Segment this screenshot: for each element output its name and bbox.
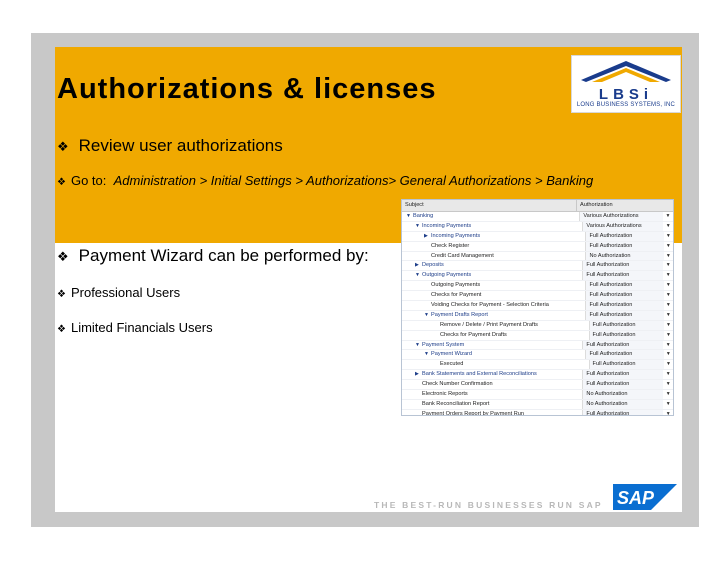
expand-down-icon[interactable]: ▼ <box>415 272 420 279</box>
tree-row-subject <box>402 261 583 270</box>
expand-down-icon[interactable]: ▼ <box>415 222 420 229</box>
tree-row-subject <box>402 212 580 221</box>
tree-row-subject <box>402 311 586 320</box>
tree-row-label: Payment Orders Report by Payment Run <box>422 410 524 416</box>
expand-right-icon[interactable]: ▶ <box>415 371 419 378</box>
tree-row-label: Voiding Checks for Payment - Selection Criteria <box>431 302 549 309</box>
tree-row[interactable] <box>402 291 673 301</box>
tree-row[interactable] <box>402 410 673 416</box>
bullet-review-authorizations <box>57 136 283 156</box>
tree-row-subject <box>402 341 583 350</box>
authorization-tree-screenshot <box>401 199 674 416</box>
expand-down-icon[interactable]: ▼ <box>406 213 411 219</box>
diamond-bullet-icon: ❖ <box>57 289 66 300</box>
dropdown-arrow-icon[interactable]: ▼ <box>665 213 671 219</box>
tree-row[interactable] <box>402 390 673 400</box>
logo-wordmark: LBSi <box>598 86 654 103</box>
tree-row-label: Outgoing Payments <box>431 282 481 289</box>
tree-row-label: Checks for Payment Drafts <box>440 331 507 338</box>
dropdown-arrow-icon[interactable]: ▼ <box>666 361 671 368</box>
tree-row[interactable] <box>402 331 673 341</box>
authorization-value: Full Authorization <box>583 410 663 416</box>
tree-row-subject <box>402 380 583 389</box>
tree-row[interactable] <box>402 380 673 390</box>
authorization-value: Full Authorization <box>583 380 663 389</box>
tree-row-subject <box>402 400 583 409</box>
dropdown-arrow-icon[interactable]: ▼ <box>665 311 671 318</box>
tree-row[interactable] <box>402 311 673 321</box>
authorization-value: Full Authorization <box>590 360 665 369</box>
authorization-value: Full Authorization <box>583 341 663 350</box>
tree-row-subject <box>402 271 583 280</box>
bullet-text: Review user authorizations <box>78 136 283 155</box>
dropdown-arrow-icon[interactable]: ▼ <box>665 252 671 259</box>
tree-row[interactable] <box>402 222 673 232</box>
bullet-limited-financials-users <box>57 320 213 335</box>
dropdown-arrow-icon[interactable]: ▼ <box>665 242 671 249</box>
bullet-text: Professional Users <box>70 285 181 300</box>
authorization-value: Full Authorization <box>583 261 663 270</box>
authorization-value: Full Authorization <box>586 291 663 300</box>
authorization-value: Full Authorization <box>583 271 663 280</box>
company-logo <box>571 55 681 113</box>
expand-down-icon[interactable]: ▼ <box>424 311 429 318</box>
authorization-value: Full Authorization <box>583 370 663 379</box>
tree-row-subject <box>402 252 586 261</box>
tree-row-label: Bank Reconciliation Report <box>422 400 490 407</box>
tree-row[interactable] <box>402 301 673 311</box>
tree-row-label: Outgoing Payments <box>422 272 472 279</box>
authorization-value: Various Authorizations <box>583 222 663 231</box>
slide-title: Authorizations & licenses <box>57 73 437 105</box>
authorization-value: Full Authorization <box>586 301 663 310</box>
tree-row-label: Deposits <box>422 262 444 269</box>
tree-row-subject <box>402 360 590 369</box>
dropdown-arrow-icon[interactable]: ▼ <box>665 341 671 348</box>
authorization-value: Full Authorization <box>586 232 663 241</box>
dropdown-arrow-icon[interactable]: ▼ <box>665 302 671 309</box>
dropdown-arrow-icon[interactable]: ▼ <box>666 321 671 328</box>
tree-row-label: Payment Wizard <box>431 351 473 358</box>
tree-row-label: Incoming Payments <box>431 232 481 239</box>
tree-row[interactable] <box>402 341 673 351</box>
tree-row-label: Check Number Confirmation <box>422 381 493 388</box>
tree-row[interactable] <box>402 261 673 271</box>
dropdown-arrow-icon[interactable]: ▼ <box>665 351 671 358</box>
dropdown-arrow-icon[interactable]: ▼ <box>666 331 671 338</box>
dropdown-arrow-icon[interactable]: ▼ <box>665 282 671 289</box>
diamond-bullet-icon: ❖ <box>57 177 66 188</box>
dropdown-arrow-icon[interactable]: ▼ <box>665 262 671 269</box>
bullet-professional-users <box>57 285 180 300</box>
tree-row-subject <box>402 321 590 330</box>
dropdown-arrow-icon[interactable]: ▼ <box>665 232 671 239</box>
authorization-value: Full Authorization <box>586 242 663 251</box>
tree-row-label: Banking <box>413 213 434 219</box>
diamond-bullet-icon: ❖ <box>57 249 69 264</box>
tree-row-subject <box>402 301 586 310</box>
expand-down-icon[interactable]: ▼ <box>424 351 429 358</box>
tree-row-label: Check Register <box>431 242 470 249</box>
authorization-value: Full Authorization <box>590 321 665 330</box>
bullet-text: Limited Financials Users <box>70 320 213 335</box>
tree-body <box>402 212 673 416</box>
bullet-prefix: Go to: <box>70 173 114 188</box>
dropdown-arrow-icon[interactable]: ▼ <box>665 272 671 279</box>
tree-row[interactable] <box>402 212 673 222</box>
diamond-bullet-icon: ❖ <box>57 324 66 335</box>
tree-row[interactable] <box>402 271 673 281</box>
dropdown-arrow-icon[interactable]: ▼ <box>665 381 671 388</box>
tree-row[interactable] <box>402 400 673 410</box>
tree-row-label: Remove / Delete / Print Payment Drafts <box>440 321 538 328</box>
authorization-value: No Authorization <box>583 400 663 409</box>
logo-subtitle: LONG BUSINESS SYSTEMS, INC <box>576 102 676 108</box>
tree-row[interactable] <box>402 252 673 262</box>
tree-row-label: Payment Drafts Report <box>431 311 488 318</box>
expand-right-icon[interactable]: ▶ <box>424 232 428 239</box>
authorization-value: No Authorization <box>583 390 663 399</box>
tree-row-subject <box>402 370 583 379</box>
dropdown-arrow-icon[interactable]: ▼ <box>665 400 671 407</box>
house-roof-icon <box>580 60 672 84</box>
tree-row-label: Incoming Payments <box>422 222 472 229</box>
footer-tagline: THE BEST-RUN BUSINESSES RUN SAP <box>374 500 603 510</box>
tree-header <box>402 200 673 212</box>
tree-row-subject <box>402 410 583 416</box>
tree-row[interactable] <box>402 242 673 252</box>
tree-row-label: Checks for Payment <box>431 292 482 299</box>
tree-row-subject <box>402 291 586 300</box>
column-header-subject: Subject <box>402 200 577 211</box>
dropdown-arrow-icon[interactable]: ▼ <box>665 391 671 398</box>
tree-row[interactable] <box>402 321 673 331</box>
tree-row-subject <box>402 281 586 290</box>
tree-row[interactable] <box>402 232 673 242</box>
column-header-authorization: Authorization <box>580 202 613 208</box>
menu-path: Administration > Initial Settings > Authorizations> General Authorizations > Banking <box>113 173 594 188</box>
tree-row-subject <box>402 232 586 241</box>
sap-logo-text: SAP <box>617 488 655 508</box>
tree-row[interactable] <box>402 350 673 360</box>
tree-row-subject <box>402 331 590 340</box>
authorization-value: Various Authorizations <box>580 212 663 221</box>
authorization-value: Full Authorization <box>586 350 663 359</box>
expand-right-icon[interactable]: ▶ <box>415 262 419 269</box>
authorization-value: No Authorization <box>586 252 663 261</box>
dropdown-arrow-icon[interactable]: ▼ <box>665 292 671 299</box>
tree-row-subject <box>402 222 583 231</box>
tree-row-subject <box>402 242 586 251</box>
bullet-payment-wizard <box>57 246 369 266</box>
authorization-value: Full Authorization <box>590 331 665 340</box>
dropdown-arrow-icon[interactable]: ▼ <box>665 410 671 416</box>
tree-row[interactable] <box>402 360 673 370</box>
tree-row-subject <box>402 350 586 359</box>
diamond-bullet-icon: ❖ <box>57 139 69 154</box>
tree-row-label: Bank Statements and External Reconciliations <box>422 371 537 378</box>
dropdown-arrow-icon[interactable]: ▼ <box>665 222 671 229</box>
authorization-value: Full Authorization <box>586 281 663 290</box>
bullet-go-to-path <box>57 173 593 188</box>
tree-row-label: Electronic Reports <box>422 391 468 398</box>
tree-row-label: Executed <box>440 361 464 368</box>
sap-logo <box>613 484 677 510</box>
bullet-text: Payment Wizard can be performed by: <box>78 246 369 265</box>
tree-row[interactable] <box>402 370 673 380</box>
tree-row-subject <box>402 390 583 399</box>
tree-row-label: Payment System <box>422 341 465 348</box>
dropdown-arrow-icon[interactable]: ▼ <box>665 371 671 378</box>
expand-down-icon[interactable]: ▼ <box>415 341 420 348</box>
authorization-value: Full Authorization <box>586 311 663 320</box>
tree-row[interactable] <box>402 281 673 291</box>
tree-row-label: Credit Card Management <box>431 252 494 259</box>
